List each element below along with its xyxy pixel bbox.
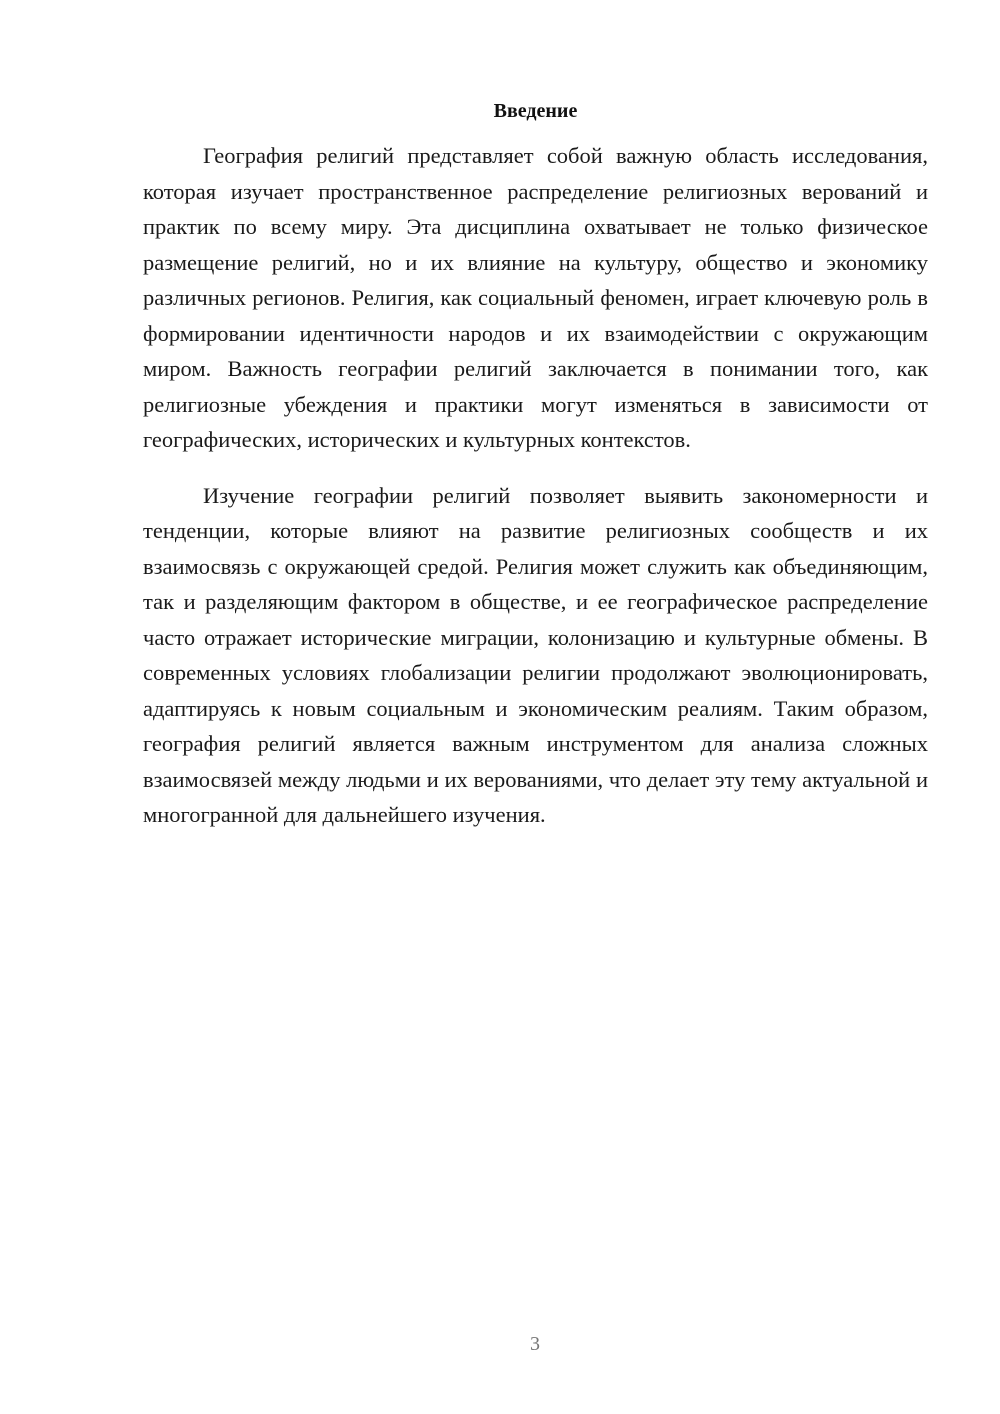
- page-content: [143, 96, 928, 833]
- section-title: Введение: [493, 100, 578, 122]
- paragraph-2: Изучение географии религий позволяет выявить закономерности и тенденции, которые влияют на развитие религиозных сообществ и их взаимосвязь с окружающей средой. Религия может служить как объединяющим, так и разделяющим фактором в обществе, и ее географическое распределение часто отражает исторические миграции, колонизацию и культурные обмены. В современных условиях глобализации религии продолжают эволюционировать, адаптируясь к новым социальным и экономическим реалиям. Таким образом, география религий является важным инструментом для анализа сложных взаимосвязей между людьми и их верованиями, что делает эту тему актуальной и многогранной для дальнейшего изучения.: [143, 482, 928, 827]
- page-number: 3: [530, 1333, 540, 1355]
- paragraph-1: География религий представляет собой важную область исследования, которая изучает пространственное распределение религиозных верований и практик по всему миру. Эта дисциплина охватывает не только физическое размещение религий, но и их влияние на культуру, общество и экономику различных регионов. Религия, как социальный феномен, играет ключевую роль в формировании идентичности народов и их взаимодействии с окружающим миром. Важность географии религий заключается в понимании того, как религиозные убеждения и практики могут изменяться в зависимости от географических, исторических и культурных контекстов.: [143, 143, 928, 452]
